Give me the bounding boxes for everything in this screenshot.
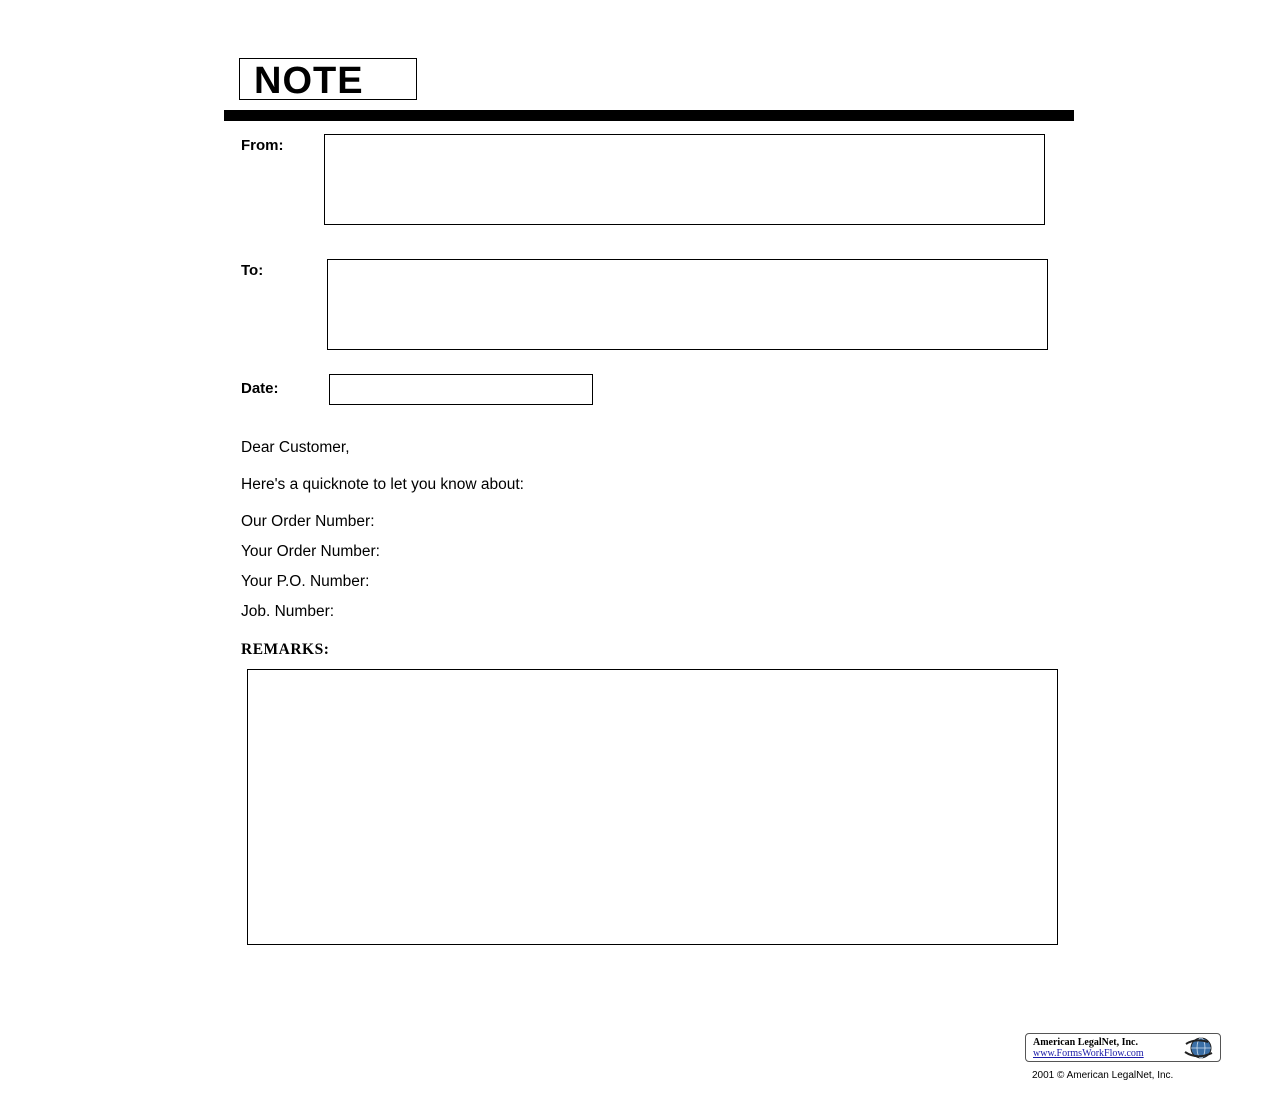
from-label: From: [241,137,284,154]
to-field[interactable] [327,259,1048,350]
company-logo [1025,1033,1221,1062]
job-number-label: Job. Number: [241,603,335,620]
date-label: Date: [241,380,279,397]
remarks-label: REMARKS: [241,641,330,658]
company-url-link[interactable]: www.FormsWorkFlow.com [1033,1048,1144,1059]
remarks-field[interactable] [247,669,1058,945]
header-rule [224,110,1074,121]
intro-text: Here's a quicknote to let you know about: [241,476,524,493]
globe-icon [1181,1036,1217,1060]
to-label: To: [241,262,264,279]
our-order-number-label: Our Order Number: [241,513,375,530]
from-field[interactable] [324,134,1045,225]
greeting-text: Dear Customer, [241,439,350,456]
title-box [239,58,417,100]
your-po-number-label: Your P.O. Number: [241,573,370,590]
company-name: American LegalNet, Inc. [1033,1037,1138,1048]
copyright-text: 2001 © American LegalNet, Inc. [1032,1070,1174,1081]
your-order-number-label: Your Order Number: [241,543,380,560]
page-title: NOTE [254,60,364,102]
date-field[interactable] [329,374,593,405]
